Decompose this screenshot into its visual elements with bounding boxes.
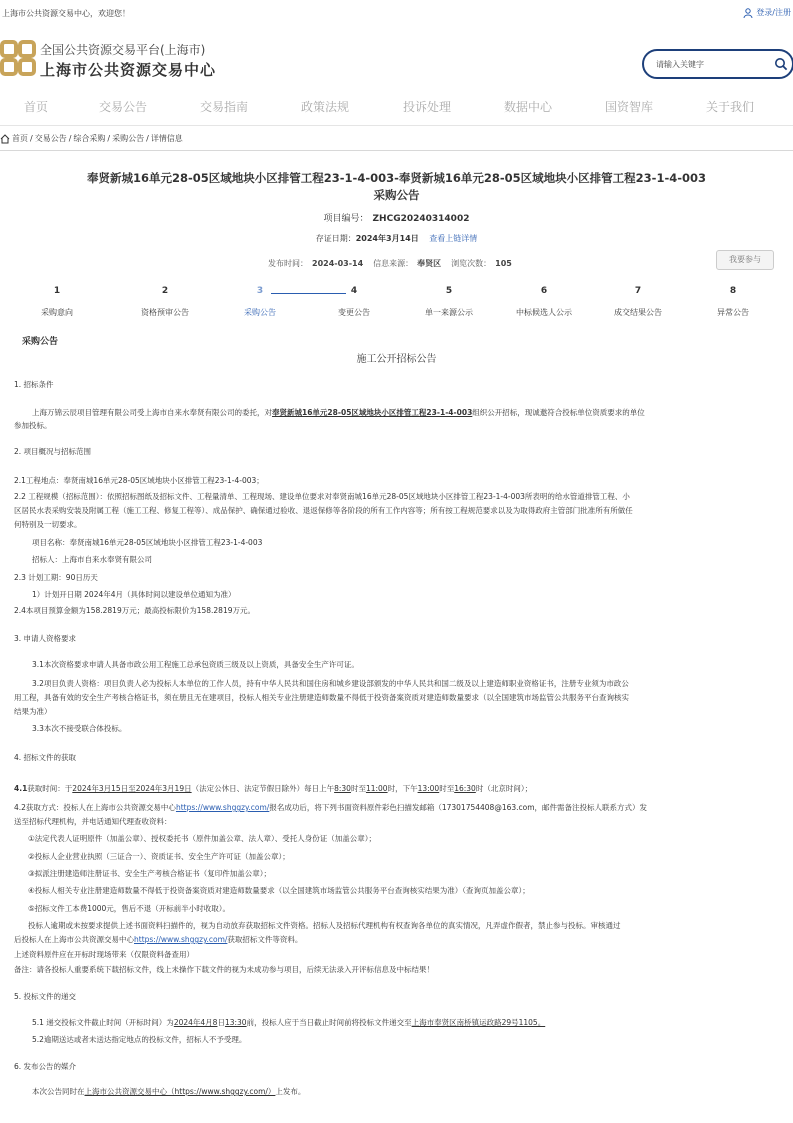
doc-item-4: ④投标人相关专业注册建造师数量不得低于投资备案资质对建造师数量要求（以全国建筑市场监管公共服务平台查询核实结果为准）（查询页加盖公章）； xyxy=(28,886,530,895)
chain-detail-link[interactable]: 查看上链详情 xyxy=(429,234,478,243)
acquire-dates: 2024年3月15日至2024年3月19日 xyxy=(72,784,192,793)
clause-2-4: 2.4本项目预算金额为158.2819万元；最高投标限价为158.2819万元。 xyxy=(14,606,255,615)
step-change[interactable] xyxy=(304,286,404,318)
notice-warning: 投标人逾期或未按要求提供上述书面资料扫描件的，视为自动放弃获取招标文件资格。招标人及招标代理机构有权查询各单位的真实情况，凡弄虚作假者，禁止参与投标。审核通过 xyxy=(28,921,621,930)
nav-trade-guide[interactable]: 交易指南 xyxy=(200,100,249,114)
source-label: 信息来源： xyxy=(373,259,414,268)
doc-item-5: ⑤招标文件工本费1000元，售后不退（开标前半小时收取）。 xyxy=(28,904,231,913)
project-name-line: 项目名称：奉贤南城16单元28-05区域地块小区排管工程23-1-4-003 xyxy=(32,538,263,547)
step-number: 1 xyxy=(53,286,61,296)
step-label: 中标候选人公示 xyxy=(516,308,572,317)
deadline-date: 2024年4月8 xyxy=(173,1018,218,1027)
top-bar xyxy=(0,0,793,26)
views-count: 105 xyxy=(495,259,512,268)
notice-title-line2: 采购公告 xyxy=(373,188,420,202)
step-label: 成交结果公告 xyxy=(614,308,662,317)
original-docs-note: 上述资料原件应在开标时现场带来（仅限资料备查用） xyxy=(14,950,194,959)
clause-3-2a: 3.2项目负责人资格：项目负责人必为投标人本单位的工作人员，持有中华人民共和国住房和城乡建设部颁发的中华人民共和国二级及以上建造师职业资格证书，注册专业须为市政公 xyxy=(32,679,629,688)
clause-6 xyxy=(32,1085,305,1098)
step-number: 4 xyxy=(350,286,358,296)
step-number: 6 xyxy=(540,286,548,296)
archive-info xyxy=(0,233,793,244)
clause-4-1-num: 4.1 xyxy=(14,784,28,793)
pm-start: 13:00 xyxy=(417,784,440,793)
clause-3-2c: 结果为准） xyxy=(14,707,52,716)
nav-complaint[interactable]: 投诉处理 xyxy=(403,100,452,114)
para-1 xyxy=(32,406,645,419)
clause-5-1-text2: 前，投标人应于当日截止时间前将投标文件递交至 xyxy=(246,1018,412,1027)
clause-4-1-text5: 时至 xyxy=(439,784,455,793)
login-label: 登录/注册 xyxy=(756,8,791,17)
step-number: 8 xyxy=(729,286,737,296)
clause-6-text2: 上发布。 xyxy=(275,1087,306,1096)
step-label: 采购公告 xyxy=(244,308,276,317)
heading-1: 1. 招标条件 xyxy=(14,380,54,389)
clause-4-1-text3: 时至 xyxy=(350,784,366,793)
breadcrumb-home[interactable]: 首页 xyxy=(12,134,28,143)
heading-6: 6. 发布公告的媒介 xyxy=(14,1062,77,1071)
doc-item-2: ②投标人企业营业执照（三证合一）、资质证书、安全生产许可证（加盖公章）； xyxy=(28,852,290,861)
step-candidate[interactable] xyxy=(494,286,594,318)
shggzy-link-2[interactable]: https://www.shggzy.com/ xyxy=(134,935,228,944)
breadcrumb xyxy=(0,133,183,144)
step-number: 7 xyxy=(634,286,642,296)
shggzy-link[interactable]: https://www.shggzy.com/ xyxy=(175,803,270,812)
logo-icon xyxy=(0,40,36,76)
step-number: 2 xyxy=(161,286,169,296)
nav-data-center[interactable]: 数据中心 xyxy=(504,100,553,114)
clause-2-3: 2.3 计划工期：90日历天 xyxy=(14,573,98,582)
active-step-indicator xyxy=(271,293,346,294)
views-label: 浏览次数： xyxy=(451,259,492,268)
step-number: 3 xyxy=(256,286,264,296)
login-link[interactable] xyxy=(743,7,791,18)
nav-about[interactable]: 关于我们 xyxy=(706,100,755,114)
tenderer-line: 招标人：上海市自来水奉贤有限公司 xyxy=(32,555,152,564)
am-end: 11:00 xyxy=(365,784,388,793)
user-icon xyxy=(743,8,753,18)
clause-4-2a xyxy=(14,801,647,814)
clause-4-1 xyxy=(14,782,532,795)
step-label: 资格预审公告 xyxy=(141,308,189,317)
clause-4-2b: 送至招标代理机构，并电话通知代理查收资料： xyxy=(14,817,172,826)
search-input[interactable] xyxy=(656,57,771,71)
clause-3-2b: 用工程，具备有效的安全生产考核合格证书，须在册且无在建项目，投标人相关专业注册建造师数量不得低于投资备案资质对建造师数量要求（以全国建筑市场监管公共服务平台查询核实 xyxy=(14,693,629,702)
nav-trade-notice[interactable]: 交易公告 xyxy=(99,100,148,114)
breadcrumb-separator: / xyxy=(30,134,33,143)
nav-divider xyxy=(0,125,793,126)
home-icon xyxy=(0,134,10,144)
media-link[interactable]: 上海市公共资源交易中心（https://www.shggzy.com/） xyxy=(84,1087,276,1096)
step-single-source[interactable] xyxy=(399,286,499,318)
remark-note: 备注：请各投标人重要系统下载招标文件，线上未操作下载文件的视为未成功参与项目，后续无法录入开评标信息及中标结果！ xyxy=(14,965,434,974)
clause-5-2: 5.2逾期送达或者未送达指定地点的投标文件，招标人不予受理。 xyxy=(32,1035,247,1044)
search-icon[interactable] xyxy=(774,57,788,71)
document-title: 施工公开招标公告 xyxy=(356,354,437,365)
heading-2: 2. 项目概况与招标范围 xyxy=(14,447,92,456)
heading-4: 4. 招标文件的获取 xyxy=(14,753,77,762)
brand-subtitle: 全国公共资源交易平台(上海市) xyxy=(40,43,206,57)
breadcrumb-procurement[interactable]: 综合采购 xyxy=(73,134,106,143)
clause-2-3b: 1）计划开日期 2024年4月（具体时间以建设单位通知为准） xyxy=(32,590,236,599)
search-box xyxy=(642,49,793,79)
participate-button[interactable]: 我要参与 xyxy=(716,250,774,270)
clause-3-3: 3.3本次不接受联合体投标。 xyxy=(32,724,127,733)
clause-4-1-text4: 时，下午 xyxy=(387,784,418,793)
para-1-cont: 参加投标。 xyxy=(14,421,52,430)
step-label: 异常公告 xyxy=(717,308,749,317)
notice-warning-cont xyxy=(14,933,302,946)
step-label: 采购意向 xyxy=(41,308,73,317)
nav-policy[interactable]: 政策法规 xyxy=(301,100,350,114)
source-value: 奉贤区 xyxy=(417,259,442,268)
clause-4-1-text: 获取时间：于 xyxy=(27,784,73,793)
breadcrumb-divider xyxy=(0,150,793,151)
site-header xyxy=(0,36,793,88)
process-steps xyxy=(0,286,793,326)
welcome-text: 上海市公共资源交易中心，欢迎您！ xyxy=(2,9,130,18)
breadcrumb-current: 详情信息 xyxy=(150,134,183,143)
step-exception[interactable] xyxy=(683,286,783,318)
step-procurement-notice[interactable] xyxy=(210,286,310,318)
clause-5-1-day: 日 xyxy=(217,1018,225,1027)
notice-title xyxy=(40,170,753,204)
clause-4-1-text2: （法定公休日、法定节假日除外）每日上午 xyxy=(191,784,335,793)
project-name-underlined: 奉贤新城16单元28-05区域地块小区排管工程23-1-4-003 xyxy=(272,408,473,417)
heading-3: 3. 申请人资格要求 xyxy=(14,634,77,643)
clause-2-2c: 何特别及一切要求。 xyxy=(14,520,82,529)
warning-text: 后投标人在上海市公共资源交易中心 xyxy=(14,935,134,944)
clause-3-1: 3.1本次资格要求申请人具备市政公用工程施工总承包资质三级及以上资质，具备安全生产许可证。 xyxy=(32,660,359,669)
clause-2-2b: 区居民水表采购安装及附属工程（施工工程、修复工程等）、成品保护、确保通过验收、退返保修等各阶段的所有工作内容等；所有按工程规范要求以及为取得政府主管部门批准所有所做任 xyxy=(14,506,633,515)
project-number xyxy=(0,211,793,224)
notice-meta xyxy=(268,258,512,269)
clause-4-2-text: 4.2获取方式：投标人在上海市公共资源交易中心 xyxy=(14,803,176,812)
pm-end: 16:30 xyxy=(454,784,476,793)
publish-time: 2024-03-14 xyxy=(312,259,364,268)
breadcrumb-separator: / xyxy=(146,134,149,143)
section-label: 采购公告 xyxy=(22,337,59,347)
step-label: 单一来源公示 xyxy=(425,308,473,317)
breadcrumb-trade-notice[interactable]: 交易公告 xyxy=(34,134,67,143)
step-intent[interactable] xyxy=(7,286,107,318)
brand-title: 上海市公共资源交易中心 xyxy=(40,61,217,79)
nav-home[interactable]: 首页 xyxy=(24,100,49,114)
breadcrumb-procurement-notice[interactable]: 采购公告 xyxy=(112,134,145,143)
heading-5: 5. 投标文件的递交 xyxy=(14,992,77,1001)
clause-4-2-text2: 报名成功后，将下列书面资料原件彩色扫描发邮箱（17301754408@163.com，邮件需备注投标人联系方式）发 xyxy=(269,803,648,812)
project-number-label: 项目编号： xyxy=(323,214,369,224)
step-result[interactable] xyxy=(588,286,688,318)
step-prequal[interactable] xyxy=(115,286,215,318)
clause-2-1: 2.1工程地点：奉贤南城16单元28-05区域地块小区排管工程23-1-4-003； xyxy=(14,476,264,485)
warning-text2: 获取招标文件等资料。 xyxy=(227,935,303,944)
submit-address: 上海市奉贤区南桥镇运政路29号1105。 xyxy=(411,1018,546,1027)
publish-label: 发布时间： xyxy=(268,259,308,268)
doc-item-3: ③拟派注册建造师注册证书、安全生产考核合格证书（复印件加盖公章）； xyxy=(28,869,271,878)
doc-item-1: ①法定代表人证明原件（加盖公章）、授权委托书（原件加盖公章、法人章）、受托人身份证（加盖公章）； xyxy=(28,834,376,843)
archive-label: 存证日期： xyxy=(315,234,356,243)
clause-6-text: 本次公告同时在 xyxy=(32,1087,85,1096)
clause-4-1-text6: 时（北京时间）； xyxy=(475,784,533,793)
step-number: 5 xyxy=(445,286,453,296)
step-label: 变更公告 xyxy=(338,308,370,317)
notice-title-line1: 奉贤新城16单元28-05区域地块小区排管工程23-1-4-003-奉贤新城16单元28-05区域地块小区排管工程23-1-4-003 xyxy=(87,171,706,185)
nav-think-tank[interactable]: 国资智库 xyxy=(605,100,654,114)
main-nav xyxy=(0,94,793,118)
project-number-value: ZHCG20240314002 xyxy=(372,214,470,224)
clause-2-2a: 2.2 工程规模（招标范围）：依照招标图纸及招标文件、工程量清单、工程现场、建设单位要求对奉贤南城16单元28-05区域地块小区排管工程23-1-4-003所表明的给水管道排管工程、小 xyxy=(14,492,630,501)
para-1-text: 上海万锦云辰项目管理有限公司受上海市自来水奉贤有限公司的委托，对 xyxy=(32,408,272,417)
archive-date: 2024年3月14日 xyxy=(355,234,419,243)
clause-5-1-text: 5.1 递交投标文件截止时间（开标时间）为 xyxy=(32,1018,174,1027)
clause-5-1 xyxy=(32,1016,545,1029)
breadcrumb-separator: / xyxy=(107,134,111,143)
breadcrumb-separator: / xyxy=(68,134,72,143)
deadline-time: 13:30 xyxy=(224,1018,247,1027)
para-1-text2: 组织公开招标，现诚邀符合投标单位资质要求的单位 xyxy=(472,408,645,417)
am-start: 8:30 xyxy=(334,784,351,793)
